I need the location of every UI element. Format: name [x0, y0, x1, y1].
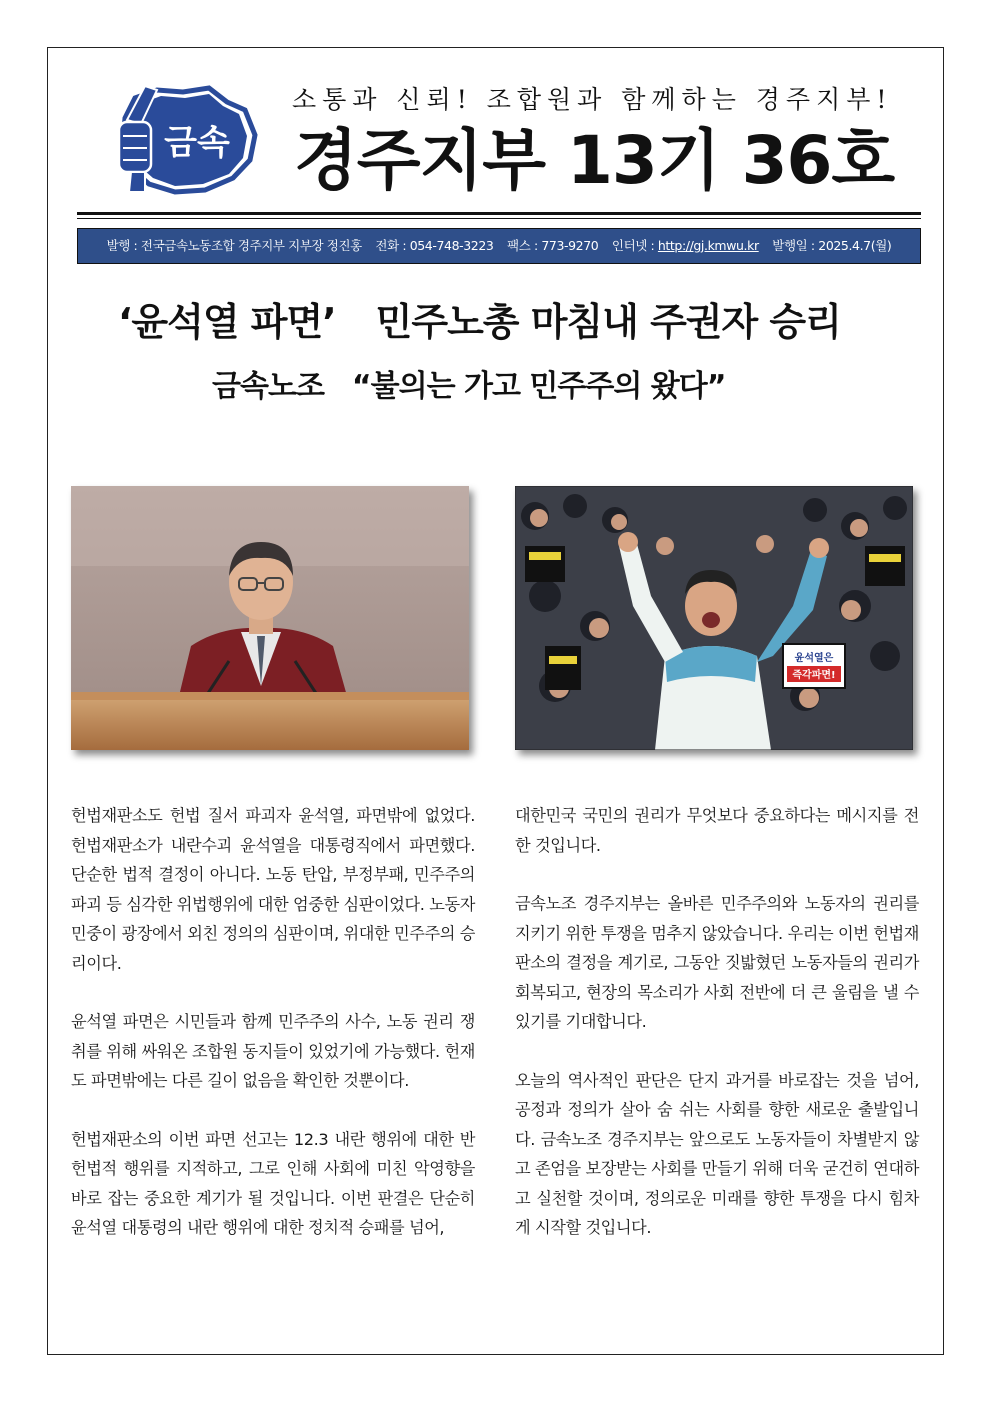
internet-label: 인터넷 :	[611, 238, 655, 253]
logo-text: 금속	[164, 123, 230, 163]
publisher-info: 발행 : 전국금속노동조합 경주지부 지부장 정진홍	[106, 238, 362, 253]
article-column-right	[515, 801, 919, 1272]
header-rule-thin	[77, 218, 921, 219]
article-paragraph: 헌법재판소도 헌법 질서 파괴자 윤석열, 파면밖에 없었다. 헌법재판소가 내란수괴 윤석열을 대통령직에서 파면했다. 단순한 법적 결정이 아니다. 노동 탄압, 부정부패, 민주주의 파괴 등 심각한 위법행위에 대한 엄중한 심판이었다. 노동자 민중이 광장에서 외친 정의의 심판이며, 위대한 민주주의 승리이다.	[71, 806, 475, 973]
photo-judge	[71, 486, 469, 750]
crowd-sign-line2: 즉각파면!	[792, 670, 836, 681]
union-logo	[105, 80, 260, 200]
issue-date: 발행일 : 2025.4.7(월)	[772, 238, 892, 253]
slogan: 소통과 신뢰! 조합원과 함께하는 경주지부!	[292, 85, 893, 114]
article-column-left	[71, 801, 475, 1272]
publication-info-bar	[77, 228, 921, 264]
article-paragraph: 오늘의 역사적인 판단은 단지 과거를 바로잡는 것을 넘어, 공정과 정의가 살아 숨 쉬는 사회를 향한 새로운 출발입니다. 금속노조 경주지부는 앞으로도 노동자들이 차별받지 않고 존엄을 보장받는 사회를 만들기 위해 더욱 굳건히 연대하고 실천할 것이며, 정의로운 미래를 향한 투쟁을 다시 힘차게 시작할 것입니다.	[515, 1070, 919, 1237]
photo-crowd	[515, 486, 913, 750]
article-paragraph: 대한민국 국민의 권리가 무엇보다 중요하다는 메시지를 전한 것입니다.	[515, 806, 919, 855]
header-rule	[77, 212, 921, 215]
issue-title: 경주지부 13기 36호	[294, 122, 895, 199]
headline-quote: ‘윤석열 파면’	[118, 300, 336, 344]
article-paragraph: 윤석열 파면은 시민들과 함께 민주주의 사수, 노동 권리 쟁취를 위해 싸워온 조합원 동지들이 있었기에 가능했다. 헌재도 파면밖에는 다른 길이 없음을 확인한 것뿐이다.	[71, 1012, 475, 1090]
crowd-sign-line1: 윤석열은	[794, 653, 834, 664]
subhead-quote: “불의는 가고 민주주의 왔다”	[351, 369, 726, 404]
website-link[interactable]: http://gj.kmwu.kr	[657, 238, 759, 253]
headline-main: 민주노총 마침내 주권자 승리	[375, 300, 841, 344]
phone-info: 전화 : 054-748-3223	[375, 238, 494, 253]
article-paragraph: 금속노조 경주지부는 올바른 민주주의와 노동자의 권리를 지키기 위한 투쟁을 멈추지 않았습니다. 우리는 이번 헌법재판소의 결정을 계기로, 그동안 짓밟혔던 노동자들의 권리가 회복되고, 현장의 목소리가 사회 전반에 더 큰 울림을 낼 수 있기를 기대합니다.	[515, 894, 919, 1031]
headline	[118, 292, 918, 352]
subhead-org: 금속노조	[212, 369, 324, 404]
article-paragraph: 헌법재판소의 이번 파면 선고는 12.3 내란 행위에 대한 반헌법적 행위를 지적하고, 그로 인해 사회에 미친 악영향을 바로 잡는 중요한 계기가 될 것입니다. 이번 판결은 단순히 윤석열 대통령의 내란 행위에 대한 정치적 승패를 넘어,	[71, 1129, 475, 1237]
fax-info: 팩스 : 773-9270	[507, 238, 599, 253]
subheadline	[212, 362, 912, 412]
